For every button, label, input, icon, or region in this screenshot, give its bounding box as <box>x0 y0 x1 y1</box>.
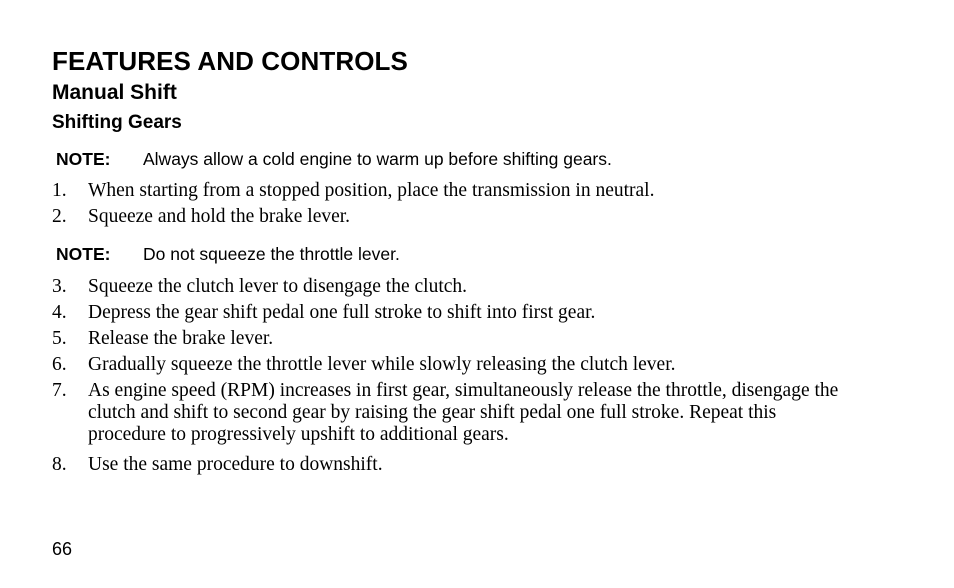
step-item <box>52 354 852 376</box>
step-number: 5. <box>52 328 67 349</box>
page-number: 66 <box>52 539 73 559</box>
step-number: 8. <box>52 454 67 475</box>
step-number: 4. <box>52 302 67 323</box>
step-number: 2. <box>52 206 67 227</box>
note-throttle <box>56 243 400 265</box>
step-item <box>52 380 852 446</box>
step-text: Squeeze and hold the brake lever. <box>88 206 351 227</box>
step-text: As engine speed (RPM) increases in first gear, simultaneously release the throttle, disengage the clutch and shift to second gear by raising the gear shift pedal one full stroke. Repeat this procedure to progressively upshift to additional gears. <box>88 380 839 445</box>
step-text: Squeeze the clutch lever to disengage the clutch. <box>88 276 468 297</box>
step-item <box>52 454 852 476</box>
step-number: 6. <box>52 354 67 375</box>
step-text: Use the same procedure to downshift. <box>88 454 383 475</box>
note-text: Always allow a cold engine to warm up before shifting gears. <box>143 149 612 169</box>
step-list-second <box>52 276 852 480</box>
step-text: When starting from a stopped position, place the transmission in neutral. <box>88 180 655 201</box>
note-label: NOTE: <box>56 244 111 264</box>
subsection-title: Manual Shift <box>52 81 177 104</box>
section-title: FEATURES AND CONTROLS <box>52 46 408 76</box>
step-number: 1. <box>52 180 67 201</box>
step-number: 3. <box>52 276 67 297</box>
topic-title: Shifting Gears <box>52 112 182 133</box>
step-item <box>52 328 852 350</box>
step-text: Release the brake lever. <box>88 328 274 349</box>
step-text: Depress the gear shift pedal one full stroke to shift into first gear. <box>88 302 596 323</box>
step-item <box>52 180 852 202</box>
step-item <box>52 206 852 228</box>
note-text: Do not squeeze the throttle lever. <box>143 244 400 264</box>
step-number: 7. <box>52 380 67 401</box>
step-item <box>52 302 852 324</box>
step-text: Gradually squeeze the throttle lever while slowly releasing the clutch lever. <box>88 354 676 375</box>
step-item <box>52 276 852 298</box>
note-label: NOTE: <box>56 149 111 169</box>
note-warm-up <box>56 148 612 170</box>
step-list-first <box>52 180 852 232</box>
